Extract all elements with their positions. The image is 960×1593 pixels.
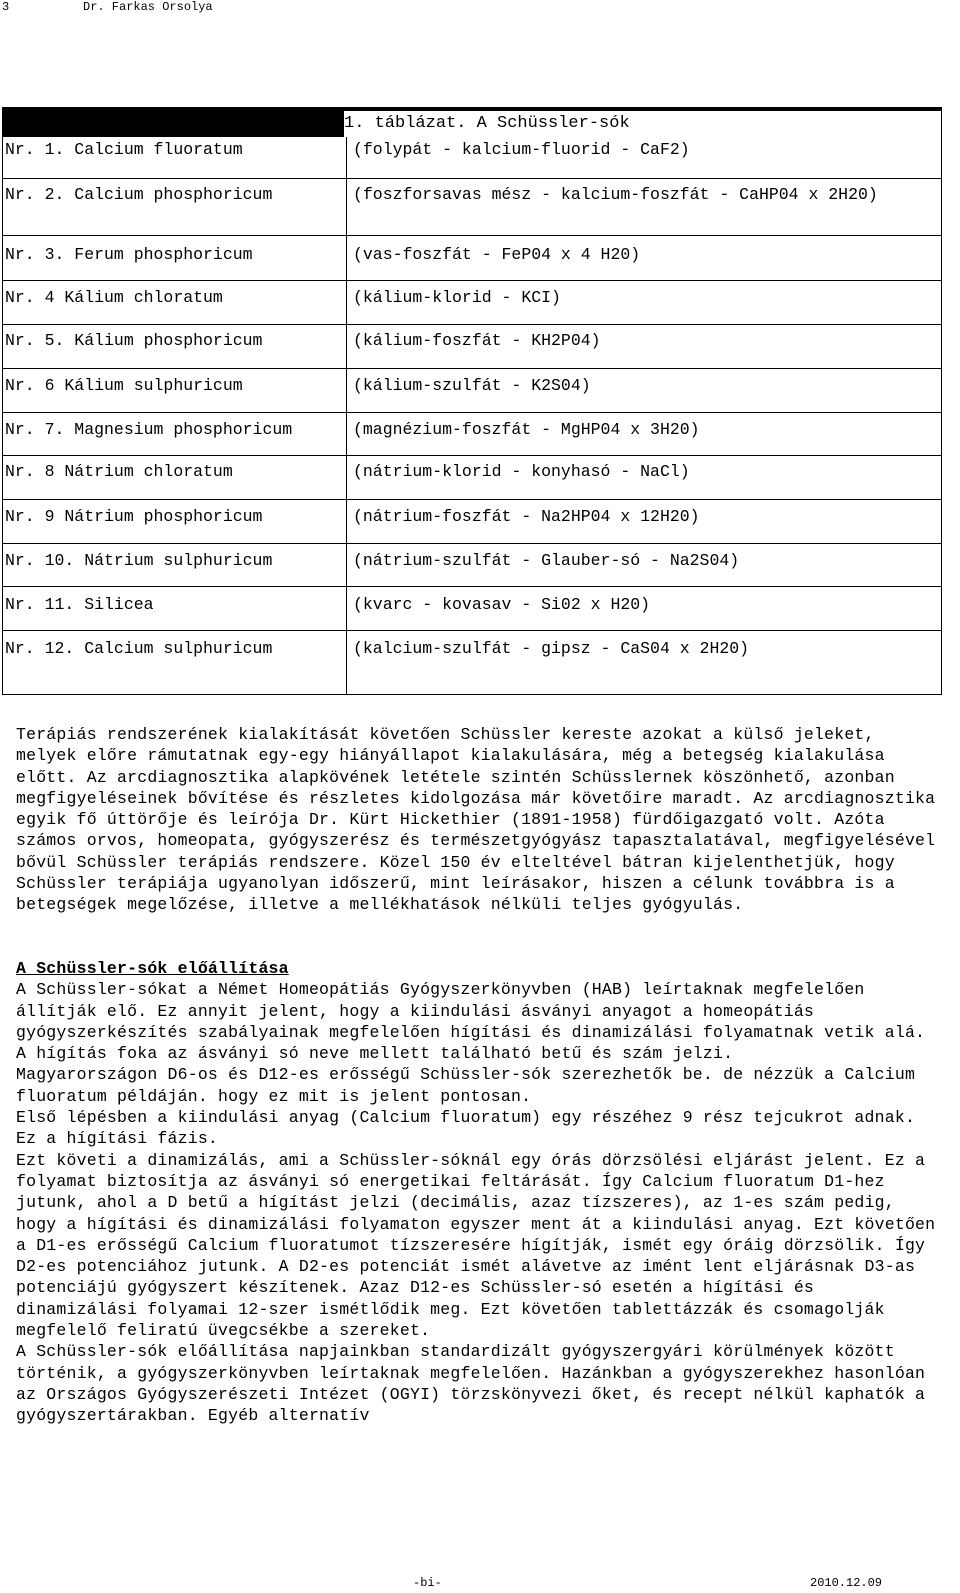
row-divider — [3, 280, 941, 281]
salt-name-cell: Nr. 3. Ferum phosphoricum — [5, 245, 253, 264]
section-paragraph-4: Ezt követi a dinamizálás, ami a Schüssler-sóknál egy órás dörzsölési eljárást jelent. Ez a folyamat biztosítja az ásványi só energetikai feltárását. Így Calcium fluoratum D1-hez jutunk, ahol a D betű a hígítást jelzi (decimális, azaz tízszeres), az 1-es szám pedig, hogy a hígítási és dinamizálási folyamaton egyszer ment át a kiindulási anyag. Ezt követően a D1-es erősségű Calcium fluoratumot tízszeresére hígítják, ismét egy óráig dörzsölik. Így D2-es potenciához jutunk. A D2-es potenciát ismét alávetve az imént lent eljárásnak D3-as potenciájú gyógyszert készítenek. Azaz D12-es Schüssler-só esetén a hígítási és dinamizálási folyamai 12-szer ismétlődik meg. Ezt követően tablettázzák és csomagolják megfelelő feliratú üvegcsékbe a szereket. — [16, 1150, 936, 1341]
salt-description-cell: (nátrium-szulfát - Glauber-só - Na2S04) — [353, 551, 740, 570]
page-number: 3 — [2, 0, 10, 14]
salt-description-cell: (kálium-klorid - KCI) — [353, 288, 561, 307]
row-divider — [3, 586, 941, 587]
salt-name-cell: Nr. 8 Nátrium chloratum — [5, 462, 233, 481]
salt-description-cell: (magnézium-foszfát - MgHP04 x 3H20) — [353, 420, 700, 439]
row-divider — [3, 543, 941, 544]
footer-label: -bi- — [413, 1576, 442, 1590]
table-title — [344, 111, 941, 137]
section-paragraph-5: A Schüssler-sók előállítása napjainkban standardizált gyógyszergyári körülmények között történik, a gyógyszerkönyvben leírtaknak megfelelően. Hazánkban a gyógyszerekhez hasonlóan az Országos Gyógyszerészeti Intézet (OGYI) törzskönyvezi őket, és recept nélkül kaphatók a gyógyszertárakban. Egyéb alternatív — [16, 1342, 926, 1426]
column-divider — [346, 137, 347, 694]
section-paragraph-1: A Schüssler-sókat a Német Homeopátiás Gyógyszerkönyvben (HAB) leírtaknak megfelelően állítják elő. Ez annyit jelent, hogy a kiindulási ásványi anyagot a homeopátiás gyógyszerkészítés szabályainak megfelelően hígítási és dinamizálási folyamatnak vetik alá. A hígítás foka az ásványi só neve mellett található betű és szám jelzi. — [16, 980, 926, 1064]
row-divider — [3, 178, 941, 179]
salt-name-cell: Nr. 12. Calcium sulphuricum — [5, 639, 273, 658]
salt-name-cell: Nr. 11. Silicea — [5, 595, 154, 614]
salt-name-cell: Nr. 4 Kálium chloratum — [5, 288, 223, 307]
row-divider — [3, 412, 941, 413]
salt-description-cell: (kalcium-szulfát - gipsz - CaS04 x 2H20) — [353, 639, 750, 658]
salt-name-cell: Nr. 10. Nátrium sulphuricum — [5, 551, 273, 570]
row-divider — [3, 455, 941, 456]
salt-name-cell: Nr. 2. Calcium phosphoricum — [5, 185, 273, 204]
salt-description-cell: (nátrium-klorid - konyhasó - NaCl) — [353, 462, 690, 481]
salt-name-cell: Nr. 6 Kálium sulphuricum — [5, 376, 243, 395]
salt-description-cell: (nátrium-foszfát - Na2HP04 x 12H20) — [353, 507, 700, 526]
page-header — [0, 0, 940, 22]
row-divider — [3, 630, 941, 631]
salt-name-cell: Nr. 5. Kálium phosphoricum — [5, 331, 263, 350]
salt-name-cell: Nr. 7. Magnesium phosphoricum — [5, 420, 293, 439]
salt-description-cell: (vas-foszfát - FeP04 x 4 H20) — [353, 245, 641, 264]
section-paragraph-3: Első lépésben a kiindulási anyag (Calcium fluoratum) egy részéhez 9 rész tejcukrot adnak. Ez a hígítási fázis. — [16, 1108, 916, 1149]
salt-name-cell: Nr. 1. Calcium fluoratum — [5, 140, 243, 159]
row-divider — [3, 324, 941, 325]
salt-description-cell: (kálium-foszfát - KH2P04) — [353, 331, 601, 350]
salt-description-cell: (folypát - kalcium-fluorid - CaF2) — [353, 140, 690, 159]
salt-name-cell: Nr. 9 Nátrium phosphoricum — [5, 507, 263, 526]
row-divider — [3, 499, 941, 500]
salt-description-cell: (kálium-szulfát - K2S04) — [353, 376, 591, 395]
schussler-salts-table — [2, 107, 942, 695]
row-divider — [3, 368, 941, 369]
table-title-bar — [3, 108, 941, 137]
section-block — [16, 958, 936, 1427]
salt-description-cell: (foszforsavas mész - kalcium-foszfát - CaHP04 x 2H20) — [353, 185, 878, 204]
row-divider — [3, 235, 941, 236]
section-paragraph-2: Magyarországon D6-os és D12-es erősségű Schüssler-sók szerezhetők be. de nézzük a Calcium fluoratum példáján. hogy ez mit is jelent pontosan. — [16, 1065, 916, 1106]
section-title: A Schüssler-sók előállítása — [16, 959, 289, 978]
footer-date: 2010.12.09 — [810, 1576, 883, 1590]
table-title-text: 1. táblázat. A Schüssler-sók — [344, 114, 630, 133]
author-name: Dr. Farkas Orsolya — [83, 0, 213, 14]
salt-description-cell: (kvarc - kovasav - Si02 x H20) — [353, 595, 651, 614]
intro-paragraph: Terápiás rendszerének kialakítását követően Schüssler kereste azokat a külső jeleket, melyek előre rámutatnak egy-egy hiányállapot kialakulására, még a betegség kialakulása előtt. Az arcdiagnosztika alapkövének letétele szintén Schüsslernek köszönhető, azonban megfigyeléseinek bővítése és részletes kidolgozása már követőire maradt. Az arcdiagnosztika egyik fő úttörője és leírója Dr. Kürt Hickethier (1891-1958) fürdőigazgató volt. Azóta számos orvos, homeopata, gyógyszerész és természetgyógyász tapasztalatával, megfigyelésével bővül Schüssler terápiás rendszere. Közel 150 év elteltével bátran kijelenthetjük, hogy Schüssler terápiája ugyanolyan időszerű, mint leírásakor, hiszen a célunk továbbra is a betegségek megelőzése, illetve a mellékhatások nélküli teljes gyógyulás. — [16, 725, 936, 915]
